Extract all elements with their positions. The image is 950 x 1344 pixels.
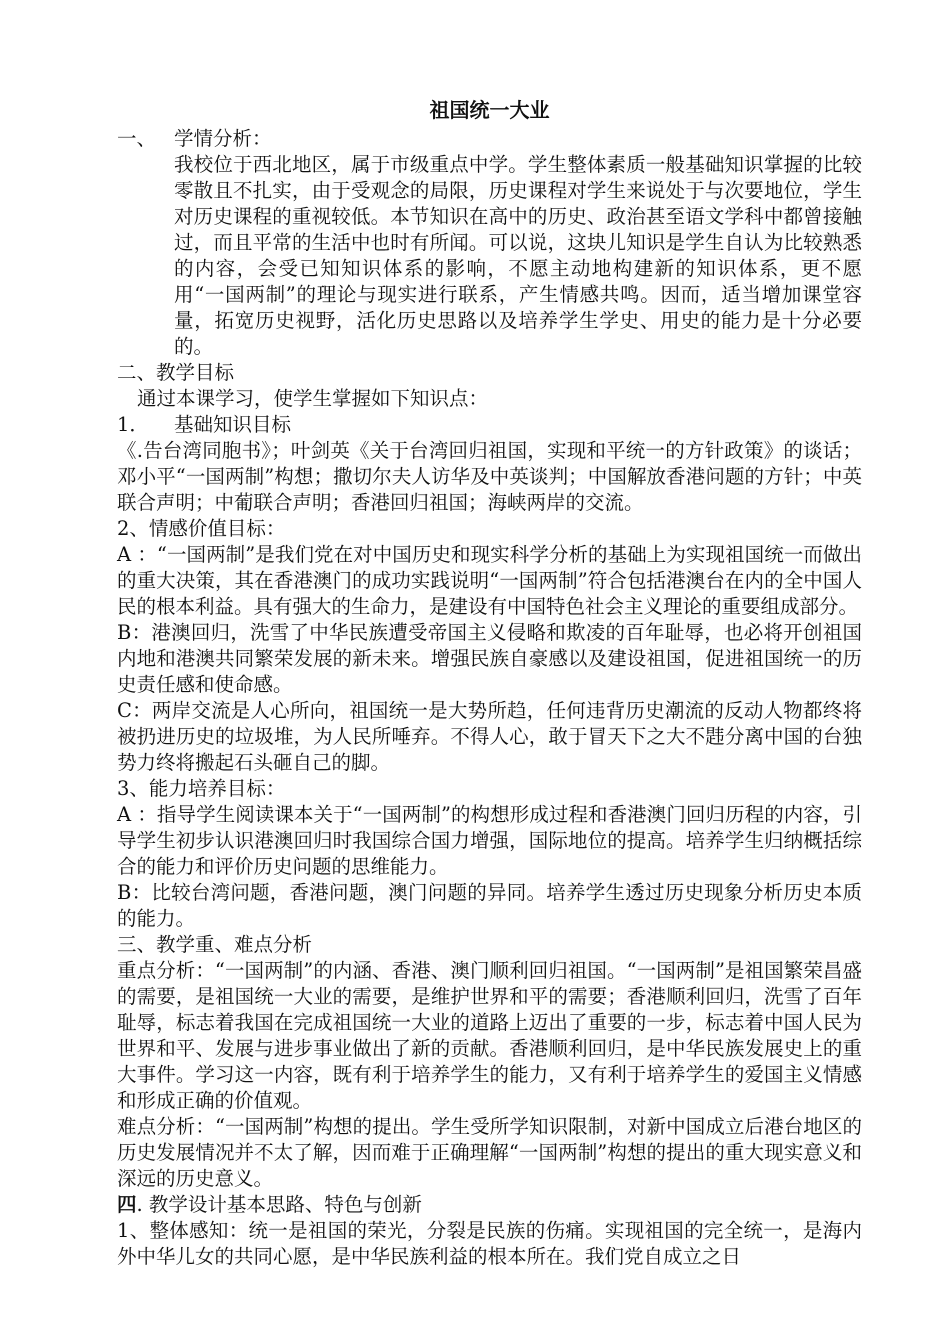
- section-4-heading: [117, 1192, 862, 1218]
- section-4-1-body: 1、整体感知：统一是祖国的荣光，分裂是民族的伤痛。实现祖国的完全统一，是海内外中华儿女的共同心愿，是中华民族利益的根本所在。我们党自成立之日: [117, 1219, 862, 1268]
- section-1-body: 我校位于西北地区，属于市级重点中学。学生整体素质一般基础知识掌握的比较零散且不扎实，由于受观念的局限，历史课程对学生来说处于与次要地位，学生对历史课程的重视较低。本节知识在高中的历史、政治甚至语文学科中都曾接触过，而且平常的生活中也时有所闻。可以说，这块儿知识是学生自认为比较熟悉的内容，会受已知知识体系的影响，不愿主动地构建新的知识体系，更不愿用“一国两制”的理论与现实进行联系，产生情感共鸣。因而，适当增加课堂容量，拓宽历史视野，活化历史思路以及培养学生学史、用史的能力是十分必要的。: [174, 153, 862, 358]
- section-4-number: 四: [117, 1193, 137, 1216]
- section-4-title: . 教学设计基本思路、特色与创新: [136, 1193, 422, 1216]
- section-2-2-heading: 2、情感价值目标：: [117, 517, 286, 540]
- section-2-2-c: C：两岸交流是人心所向，祖国统一是大势所趋，任何违背历史潮流的反动人物都终将被扔进历史的垃圾堆，为人民所唾弃。不得人心，敢于冒天下之大不韪分离中国的台独势力终将搬起石头砸自己的脚。: [117, 699, 862, 774]
- document-title: 祖国统一大业: [429, 98, 550, 122]
- section-2-1-body: 《.告台湾同胞书》；叶剑英《关于台湾回归祖国，实现和平统一的方针政策》的谈话；邓小平“一国两制”构想；撒切尔夫人访华及中英谈判；中国解放香港问题的方针；中英联合声明；中葡联合声明；香港回归祖国；海峡两岸的交流。: [117, 439, 862, 514]
- section-2-1-heading: [117, 412, 862, 438]
- section-3-difficulty-analysis: 难点分析：“一国两制”构想的提出。学生受所学知识限制，对新中国成立后港台地区的历史发展情况并不太了解，因而难于正确理解“一国两制”构想的提出的重大现实意义和深远的历史意义。: [117, 1115, 862, 1190]
- section-2-2-a: A ：“一国两制”是我们党在对中国历史和现实科学分析的基础上为实现祖国统一而做出的重大决策，其在香港澳门的成功实践说明“一国两制”符合包括港澳台在内的全中国人民的根本利益。具有强大的生命力，是建设有中国特色社会主义理论的重要组成部分。: [117, 543, 862, 618]
- section-1-number: 一、: [117, 127, 157, 150]
- section-2-3-heading: 3、能力培养目标：: [117, 777, 286, 800]
- section-1-title: 学情分析：: [174, 127, 272, 150]
- section-2-1-title: 基础知识目标: [174, 413, 292, 436]
- section-2-intro: 通过本课学习，使学生掌握如下知识点：: [137, 387, 489, 410]
- section-3-key-analysis: 重点分析：“一国两制”的内涵、香港、澳门顺利回归祖国。“一国两制”是祖国繁荣昌盛的需要，是祖国统一大业的需要，是维护世界和平的需要；香港顺利回归，洗雪了百年耻辱，标志着我国在完成祖国统一大业的道路上迈出了重要的一步，标志着中国人民为世界和平、发展与进步事业做出了新的贡献。香港顺利回归，是中华民族发展史上的重大事件。学习这一内容，既有利于培养学生的能力，又有利于培养学生的爱国主义情感和形成正确的价值观。: [117, 959, 862, 1112]
- section-2-3-a: A ：指导学生阅读课本关于“一国两制”的构想形成过程和香港澳门回归历程的内容，引导学生初步认识港澳回归时我国综合国力增强，国际地位的提高。培养学生归纳概括综合的能力和评价历史问题的思维能力。: [117, 803, 862, 878]
- section-2-3-b: B：比较台湾问题，香港问题，澳门问题的异同。培养学生透过历史现象分析历史本质的能力。: [117, 881, 862, 930]
- section-2-heading: 二、教学目标: [117, 361, 235, 384]
- section-2-1-number: 1．: [117, 413, 149, 436]
- section-1-heading: [117, 126, 862, 152]
- section-3-heading: 三、教学重、难点分析: [117, 933, 313, 956]
- section-2-2-b: B：港澳回归，洗雪了中华民族遭受帝国主义侵略和欺凌的百年耻辱，也必将开创祖国内地和港澳共同繁荣发展的新未来。增强民族自豪感以及建设祖国，促进祖国统一的历史责任感和使命感。: [117, 621, 862, 696]
